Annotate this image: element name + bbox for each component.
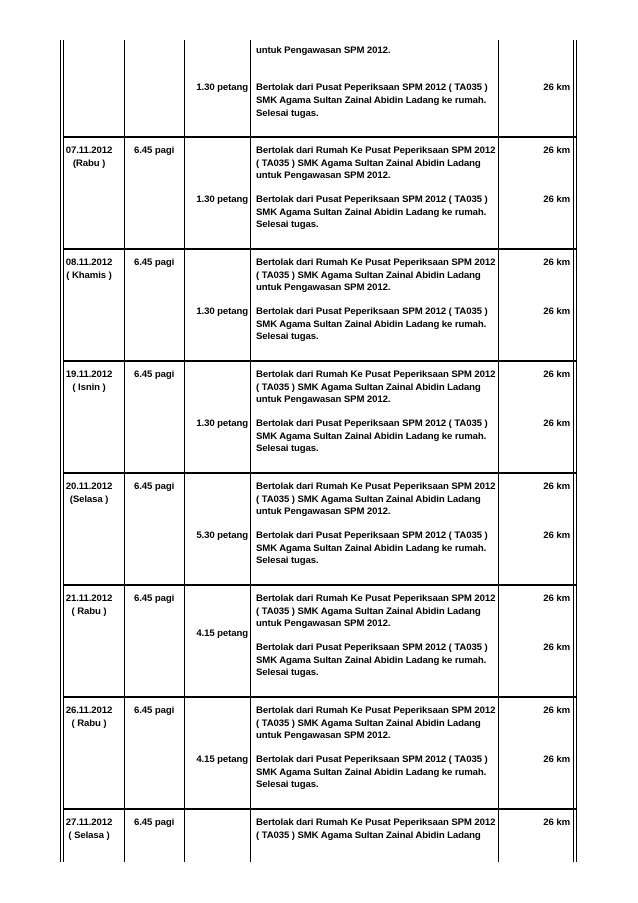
return-desc-line: SMK Agama Sultan Zainal Abidin Ladang ke rumah.	[256, 206, 487, 218]
depart-distance: 26 km	[543, 145, 570, 156]
return-desc-line: SMK Agama Sultan Zainal Abidin Ladang ke rumah.	[256, 654, 487, 666]
column-divider	[498, 40, 499, 862]
return-desc-line: SMK Agama Sultan Zainal Abidin Ladang ke rumah.	[256, 430, 487, 442]
depart-time: 6.45 pagi	[134, 481, 175, 492]
return-desc-line: SMK Agama Sultan Zainal Abidin Ladang ke rumah.	[256, 766, 487, 778]
top-row-return-desc-1: Bertolak dari Pusat Peperiksaan SPM 2012 ( TA035 )	[256, 82, 488, 93]
depart-desc-line: Bertolak dari Rumah Ke Pusat Peperiksaan SPM 2012	[256, 257, 496, 268]
depart-desc-line: ( TA035 ) SMK Agama Sultan Zainal Abidin Ladang	[256, 157, 481, 169]
row-day: ( Khamis )	[66, 269, 112, 281]
depart-distance: 26 km	[543, 481, 570, 492]
row-day: (Rabu )	[72, 157, 106, 169]
column-divider	[184, 40, 185, 862]
depart-distance: 26 km	[543, 705, 570, 716]
depart-time: 6.45 pagi	[134, 817, 175, 828]
return-desc-line: SMK Agama Sultan Zainal Abidin Ladang ke rumah.	[256, 318, 487, 330]
top-row-return-distance: 26 km	[543, 82, 570, 93]
return-desc-line: Bertolak dari Pusat Peperiksaan SPM 2012 ( TA035 )	[256, 306, 488, 317]
return-time: 1.30 petang	[196, 306, 248, 317]
depart-desc-line: ( TA035 ) SMK Agama Sultan Zainal Abidin Ladang	[256, 493, 481, 505]
depart-desc-line: Bertolak dari Rumah Ke Pusat Peperiksaan SPM 2012	[256, 369, 496, 380]
depart-desc-line: untuk Pengawasan SPM 2012.	[256, 506, 391, 517]
row-divider	[63, 585, 576, 586]
depart-desc-line: ( TA035 ) SMK Agama Sultan Zainal Abidin Ladang	[256, 717, 481, 729]
column-divider	[250, 40, 251, 862]
return-distance: 26 km	[543, 530, 570, 541]
return-desc-line: Selesai tugas.	[256, 219, 319, 230]
row-day: (Selasa )	[69, 493, 109, 505]
top-row-return-desc-3: Selesai tugas.	[256, 108, 319, 119]
row-day: ( Selasa )	[68, 829, 110, 841]
return-time: 4.15 petang	[196, 754, 248, 765]
depart-time: 6.45 pagi	[134, 705, 175, 716]
return-desc-line: Selesai tugas.	[256, 779, 319, 790]
row-date: 19.11.2012	[65, 369, 113, 380]
return-distance: 26 km	[543, 194, 570, 205]
row-divider	[63, 137, 576, 138]
row-day: ( Isnin )	[72, 381, 106, 393]
return-desc-line: Bertolak dari Pusat Peperiksaan SPM 2012 ( TA035 )	[256, 642, 488, 653]
depart-desc-line: Bertolak dari Rumah Ke Pusat Peperiksaan SPM 2012	[256, 817, 496, 828]
row-divider	[63, 473, 576, 474]
row-day: ( Rabu )	[71, 717, 107, 729]
return-desc-line: SMK Agama Sultan Zainal Abidin Ladang ke rumah.	[256, 542, 487, 554]
depart-desc-line: Bertolak dari Rumah Ke Pusat Peperiksaan SPM 2012	[256, 705, 496, 716]
depart-distance: 26 km	[543, 593, 570, 604]
depart-desc-line: ( TA035 ) SMK Agama Sultan Zainal Abidin Ladang	[256, 829, 481, 841]
row-date: 27.11.2012	[65, 817, 113, 828]
row-divider	[63, 697, 576, 698]
return-desc-line: Selesai tugas.	[256, 331, 319, 342]
column-divider	[124, 40, 125, 862]
top-row-return-time: 1.30 petang	[196, 82, 248, 93]
depart-desc-line: ( TA035 ) SMK Agama Sultan Zainal Abidin Ladang	[256, 269, 481, 281]
return-distance: 26 km	[543, 642, 570, 653]
column-divider	[576, 40, 577, 862]
return-desc-line: Bertolak dari Pusat Peperiksaan SPM 2012 ( TA035 )	[256, 754, 488, 765]
depart-desc-line: untuk Pengawasan SPM 2012.	[256, 282, 391, 293]
row-divider	[63, 361, 576, 362]
row-day: ( Rabu )	[71, 605, 107, 617]
return-desc-line: Bertolak dari Pusat Peperiksaan SPM 2012 ( TA035 )	[256, 530, 488, 541]
return-distance: 26 km	[543, 754, 570, 765]
column-divider	[573, 40, 574, 862]
depart-time: 6.45 pagi	[134, 145, 175, 156]
top-row-return-desc-2: SMK Agama Sultan Zainal Abidin Ladang ke rumah.	[256, 95, 487, 106]
return-desc-line: Selesai tugas.	[256, 667, 319, 678]
depart-time: 6.45 pagi	[134, 369, 175, 380]
depart-desc-line: untuk Pengawasan SPM 2012.	[256, 618, 391, 629]
depart-desc-line: Bertolak dari Rumah Ke Pusat Peperiksaan SPM 2012	[256, 481, 496, 492]
row-date: 08.11.2012	[65, 257, 113, 268]
return-desc-line: Selesai tugas.	[256, 555, 319, 566]
row-date: 26.11.2012	[65, 705, 113, 716]
row-divider	[63, 809, 576, 810]
row-divider	[63, 249, 576, 250]
return-distance: 26 km	[543, 306, 570, 317]
row-date: 21.11.2012	[65, 593, 113, 604]
depart-desc-line: ( TA035 ) SMK Agama Sultan Zainal Abidin Ladang	[256, 605, 481, 617]
row-date: 20.11.2012	[65, 481, 113, 492]
depart-desc-line: untuk Pengawasan SPM 2012.	[256, 394, 391, 405]
return-time: 5.30 petang	[196, 530, 248, 541]
depart-desc-line: Bertolak dari Rumah Ke Pusat Peperiksaan SPM 2012	[256, 593, 496, 604]
return-desc-line: Bertolak dari Pusat Peperiksaan SPM 2012 ( TA035 )	[256, 418, 488, 429]
return-desc-line: Bertolak dari Pusat Peperiksaan SPM 2012 ( TA035 )	[256, 194, 488, 205]
return-time: 1.30 petang	[196, 418, 248, 429]
depart-desc-line: untuk Pengawasan SPM 2012.	[256, 170, 391, 181]
depart-distance: 26 km	[543, 817, 570, 828]
return-distance: 26 km	[543, 418, 570, 429]
row-date: 07.11.2012	[65, 145, 113, 156]
depart-distance: 26 km	[543, 257, 570, 268]
top-row-desc-tail: untuk Pengawasan SPM 2012.	[256, 45, 391, 56]
depart-desc-line: Bertolak dari Rumah Ke Pusat Peperiksaan SPM 2012	[256, 145, 496, 156]
return-time: 4.15 petang	[196, 628, 248, 639]
depart-desc-line: ( TA035 ) SMK Agama Sultan Zainal Abidin Ladang	[256, 381, 481, 393]
return-time: 1.30 petang	[196, 194, 248, 205]
depart-desc-line: untuk Pengawasan SPM 2012.	[256, 730, 391, 741]
depart-time: 6.45 pagi	[134, 257, 175, 268]
return-desc-line: Selesai tugas.	[256, 443, 319, 454]
depart-distance: 26 km	[543, 369, 570, 380]
depart-time: 6.45 pagi	[134, 593, 175, 604]
